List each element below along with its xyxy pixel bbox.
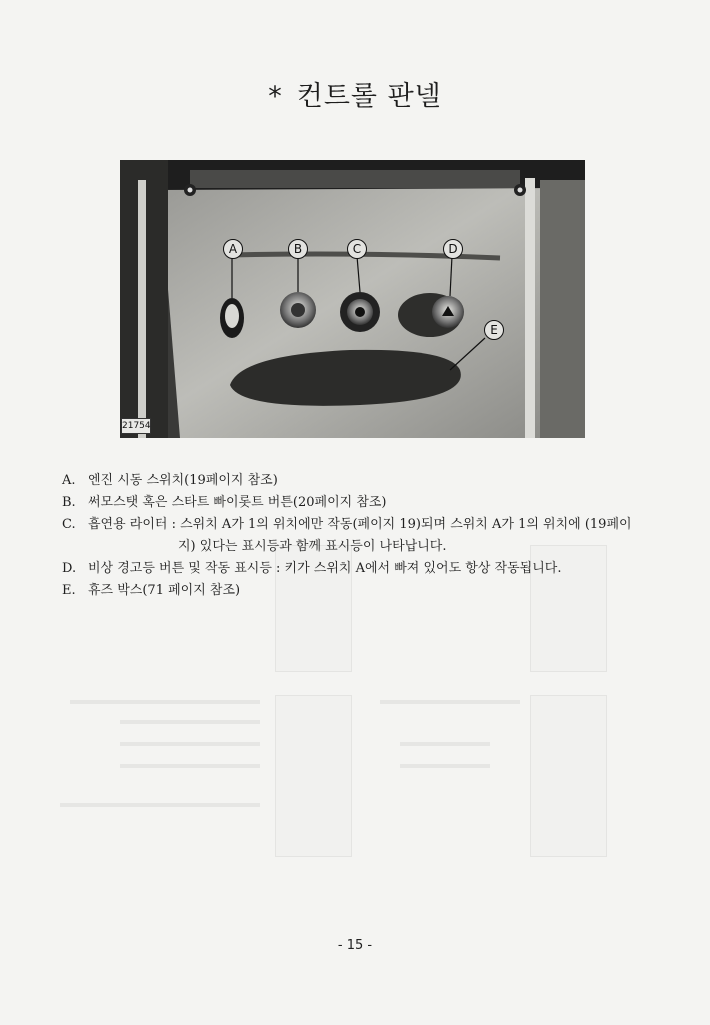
legend-text: 지) 있다는 표시등과 함께 표시등이 나타납니다. (178, 539, 447, 554)
callout-e: E (484, 320, 504, 340)
title-star: * (268, 81, 283, 112)
legend-list (62, 470, 662, 602)
control-panel-illustration (120, 160, 585, 438)
legend-item-a (62, 470, 662, 492)
legend-key: C. (62, 517, 76, 532)
legend-item-c (62, 514, 662, 536)
figure-number: 21754 (121, 418, 151, 434)
title-text: 컨트롤 판넬 (296, 81, 442, 112)
legend-key: A. (62, 473, 76, 488)
legend-key: D. (62, 561, 77, 576)
callout-d: D (443, 239, 463, 259)
legend-text: 비상 경고등 버튼 및 작동 표시등 : 키가 스위치 A에서 빠져 있어도 항상 작동됩니다. (88, 561, 562, 576)
legend-item-c-continuation (62, 536, 662, 558)
legend-key: B. (62, 495, 76, 510)
callout-c: C (347, 239, 367, 259)
page-title (0, 74, 710, 113)
legend-text: 써모스탯 혹은 스타트 빠이롯트 버튼(20페이지 참조) (88, 495, 387, 510)
legend-text: 휴즈 박스(71 페이지 참조) (88, 583, 241, 598)
legend-item-b (62, 492, 662, 514)
legend-text: 흡연용 라이터 : 스위치 A가 1의 위치에만 작동(페이지 19)되며 스위치 A가 1의 위치에 (19페이 (88, 517, 632, 532)
legend-item-e (62, 580, 662, 602)
legend-item-d (62, 558, 662, 580)
callout-b: B (288, 239, 308, 259)
legend-key: E. (62, 583, 76, 598)
page-number: - 15 - (337, 938, 373, 953)
control-panel-photo (120, 160, 585, 438)
legend-text: 엔진 시동 스위치(19페이지 참조) (88, 473, 278, 488)
callout-a: A (223, 239, 243, 259)
